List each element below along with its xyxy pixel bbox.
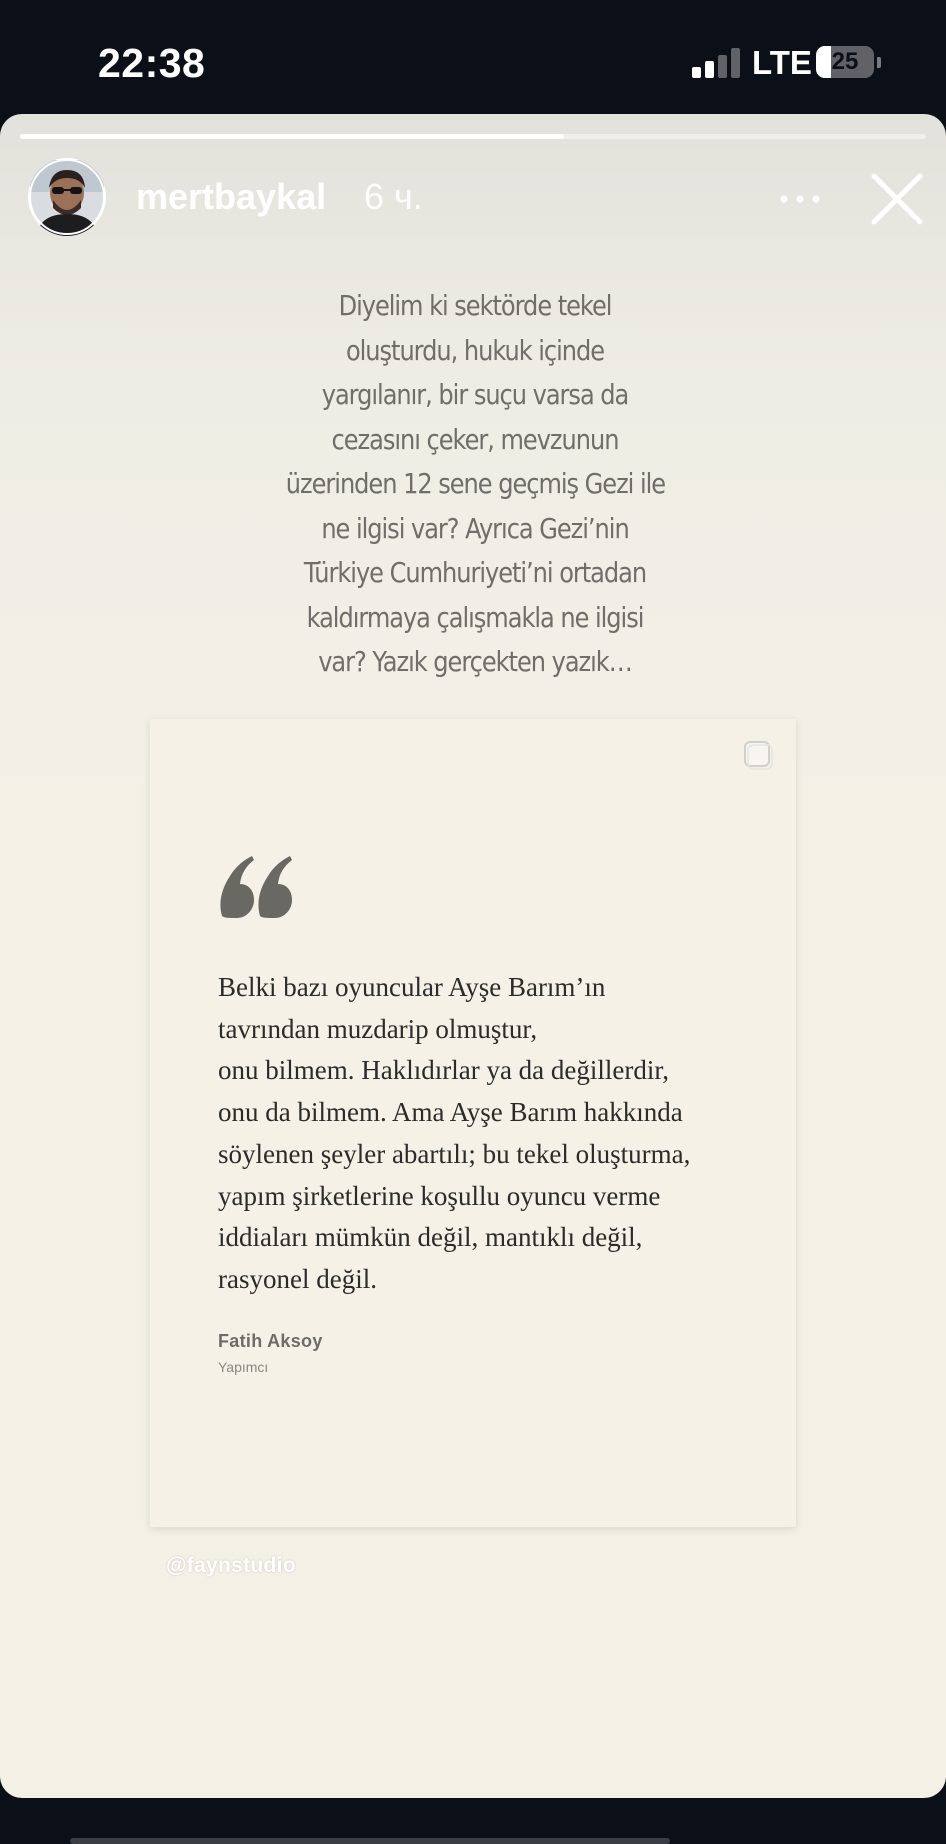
network-type: LTE [752, 44, 812, 81]
caption-line: kaldırmaya çalışmakla ne ilgisi [306, 600, 644, 634]
quote-line: rasyonel değil. [218, 1263, 377, 1294]
quote-mark-icon [218, 854, 294, 924]
avatar-image [28, 158, 106, 236]
story-username[interactable]: mertbaykal [136, 176, 327, 217]
more-button[interactable] [776, 184, 824, 214]
quote-line: tavrından muzdarip olmuştur, [218, 1013, 538, 1044]
story-time-ago: 6 ч. [364, 176, 423, 217]
avatar[interactable] [28, 158, 106, 236]
quote-author-role: Yapımcı [218, 1359, 269, 1375]
status-bar [0, 0, 946, 112]
mention-sticker[interactable]: @faynstudio [166, 1554, 296, 1577]
quote-line: yapım şirketlerine koşullu oyuncu verme [218, 1180, 661, 1211]
quote-line: söylenen şeyler abartılı; bu tekel oluşturma, [218, 1138, 691, 1169]
close-button[interactable] [868, 170, 926, 228]
quote-line: onu da bilmem. Ama Ayşe Barım hakkında [218, 1097, 683, 1128]
caption-line: yargılanır, bir suçu varsa da [321, 378, 629, 411]
caption-line: üzerinden 12 sene geçmiş Gezi ile [285, 467, 666, 500]
close-icon [868, 170, 926, 228]
signal-bar [718, 55, 727, 78]
quote-line: Belki bazı oyuncular Ayşe Barım’ın [218, 972, 606, 1002]
square-outline-icon [742, 739, 774, 771]
story-progress-fill [20, 134, 564, 139]
cellular-signal-icon [692, 48, 740, 78]
caption-line: Diyelim ki sektörde tekel [338, 289, 612, 322]
battery-nub [877, 57, 881, 68]
battery-percent: 25 [831, 48, 859, 75]
home-indicator [70, 1838, 670, 1844]
quote-card [150, 719, 796, 1527]
caption-line: cezasını çeker, mevzunun [331, 422, 619, 456]
signal-bar [705, 61, 714, 78]
battery-icon [816, 46, 874, 78]
signal-bar [692, 67, 701, 78]
caption-line: var? Yazık gerçekten yazık… [318, 645, 632, 678]
status-time: 22:38 [98, 40, 206, 86]
story-viewer[interactable] [0, 114, 946, 1798]
caption-line: ne ilgisi var? Ayrıca Gezi’nin [321, 511, 629, 545]
caption-line: Türkiye Cumhuriyeti’ni ortadan [303, 556, 647, 589]
more-horizontal-icon [776, 184, 824, 214]
quote-text [218, 967, 778, 1301]
story-progress-bar [20, 134, 926, 139]
quote-author-name: Fatih Aksoy [218, 1331, 323, 1351]
story-caption [286, 284, 664, 685]
quote-line: iddiaları mümkün değil, mantıklı değil, [218, 1222, 643, 1253]
signal-bar [731, 48, 740, 78]
caption-line: oluşturdu, hukuk içinde [345, 333, 605, 367]
quote-line: onu bilmem. Haklıdırlar ya da değillerdir, [218, 1055, 670, 1086]
